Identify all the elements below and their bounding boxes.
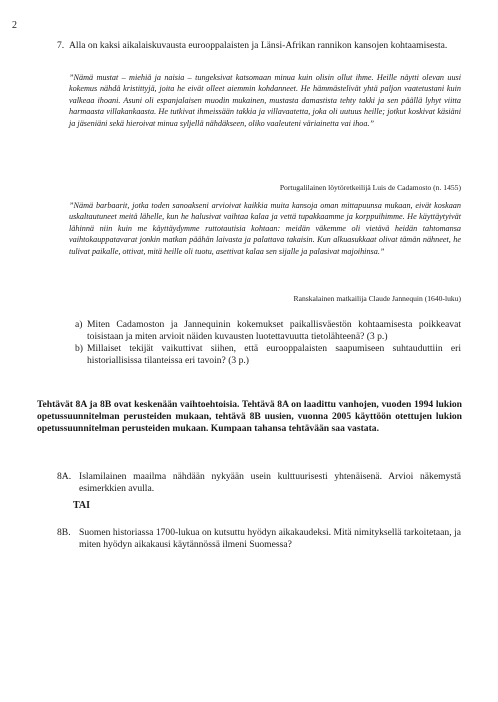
page-number: 2 <box>12 20 17 31</box>
subquestion-text: Millaiset tekijät vaikuttivat siihen, että eurooppalaisten saapumiseen suhtauduttiin eri historiallisissa tilanteissa eri tavoin? (3 p.) <box>87 343 461 366</box>
task-8b <box>57 527 461 551</box>
quote-attribution-cadamosto: Portugalilainen löytöretkeilijä Luis de Cadamosto (n. 1455) <box>279 183 461 192</box>
task-label: 8B. <box>57 527 71 538</box>
question-text: Alla on kaksi aikalaiskuvausta eurooppalaisten ja Länsi-Afrikan rannikon kansojen kohtaamisesta. <box>69 40 448 51</box>
subquestion-text: Miten Cadamoston ja Jannequinin kokemukset paikallisväestön kohtaamisesta poikkeavat toisistaan ja miten arvioit näiden kuvausten luotettavuutta tietolähteenä? (3 p.) <box>87 319 461 342</box>
task-8a <box>57 471 461 495</box>
question-number: 7. <box>57 40 65 51</box>
quote-jannequin: ”Nämä barbaarit, jotka toden sanoakseni arvioivat kaikkia muita kansoja oman mittapuunsa mukaan, eivät koskaan uskaltautuneet meitä lähelle, kun he halusivat vaihtaa kalaa ja vettä tupakkaamme ja korppuihimme. He käyttäytyivät lähinnä niin kuin me käyttäydymme ruttotautisia kohtaan: meidän väkemme oli vietävä heidän tahtomansa vaihtokauppatavarat jonkin matkan päähän laivasta ja palattava takaisin. Kun alkuasukkaat olivat tämän nähneet, he tulivat paikalle, ottivat, mitä heille oli tuotu, asettivat kalaa sen sijalle ja palasivat majoihinsa.” <box>69 201 461 256</box>
subquestion-b <box>75 343 461 367</box>
task-label: 8A. <box>57 471 72 482</box>
alternative-tasks-instructions: Tehtävät 8A ja 8B ovat keskenään vaihtoehtoisia. Tehtävä 8A on laadittu vanhojen, vuoden 1994 lukion opetussuunnitelman perusteiden mukaan, tehtävä 8B uusien, vuonna 2005 käyttöön otettujen lukion opetussuunnitelman perusteiden mukaan. Kumpaan tahansa tehtävään saa vastata. <box>37 399 462 435</box>
task-text: Suomen historiassa 1700-lukua on kutsuttu hyödyn aikakaudeksi. Mitä nimityksellä tarkoitetaan, ja miten hyödyn aikakausi käytännössä ilmeni Suomessa? <box>79 527 461 550</box>
subquestion-label: b) <box>75 343 83 354</box>
task-text: Islamilainen maailma nähdään nykyään usein kulttuurisesti yhtenäisenä. Arvioi näkemystä esimerkkien avulla. <box>79 471 461 494</box>
question-7 <box>57 40 461 52</box>
or-label: TAI <box>73 500 91 511</box>
subquestion-label: a) <box>75 319 83 330</box>
quote-cadamosto: ”Nämä mustat – miehiä ja naisia – tungeksivat katsomaan minua kuin olisin ollut ihme. Heille näytti olevan uusi kokemus nähdä kristittyjä, joita he eivät olleet aiemmin kohdanneet. He hämmästelivät yhtä paljon vaatetustani kuin valkeaa ihoani. Asuni oli espanjalaisen muodin mukainen, mustasta damastista tehty takki ja sen päällä lyhyt viitta harmaasta villakankaasta. He tutkivat ihmeissään takkia ja villavaatetta, joka oli uutuus heille; jotkut koskivat käsiäni ja jäseniäni sekä hieroivat minua syljellä nähdäkseen, oliko vaaleuteni väriainetta vai ihoa.” <box>69 73 461 128</box>
subquestion-a <box>75 319 461 343</box>
quote-attribution-jannequin: Ranskalainen matkailija Claude Jannequin (1640-luku) <box>293 294 461 303</box>
